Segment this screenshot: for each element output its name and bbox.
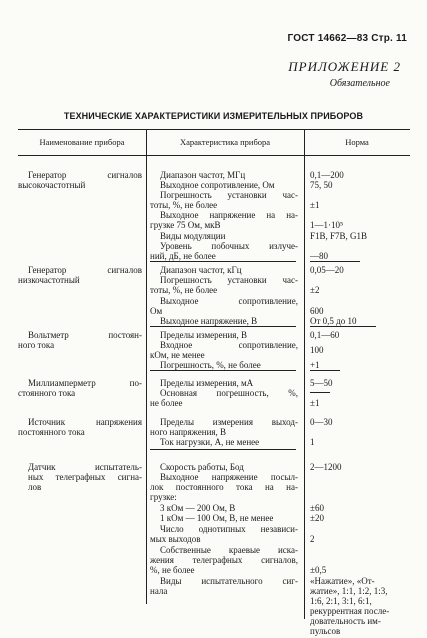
row-norm: 1—1·10⁵ (310, 220, 344, 230)
row-norm: ±2 (310, 285, 320, 295)
row-norm: +1 (310, 360, 320, 370)
row-characteristic: Пределы измерения, В (160, 330, 247, 340)
row-characteristic: Диапазон частот, МГц (160, 170, 246, 180)
row-characteristic: Входное сопротивление, (160, 340, 298, 350)
row-characteristic: ний, дБ, не более (150, 251, 216, 261)
row-characteristic: Пределы измерения выход- (160, 417, 298, 427)
row-norm: довательность им- (310, 616, 381, 626)
row-characteristic: Пределы измерения, мА (160, 378, 254, 388)
table-title: ТЕХНИЧЕСКИЕ ХАРАКТЕРИСТИКИ ИЗМЕРИТЕЛЬНЫХ ПРИБОРОВ (63, 111, 364, 121)
row-norm: ±60 (310, 503, 324, 513)
row-characteristic: 1 кОм — 100 Ом, В, не менее (160, 513, 274, 523)
row-name: лов (28, 482, 42, 492)
row-norm: пульсов (310, 626, 341, 636)
column-divider (146, 129, 147, 604)
row-norm: 600 (310, 306, 324, 316)
row-rule (150, 326, 296, 327)
row-norm: 75, 50 (310, 180, 333, 190)
row-name: стоянного тока (18, 388, 76, 398)
row-name: Генератор сигналов (28, 170, 142, 180)
row-norm: 100 (310, 345, 324, 355)
row-name: Датчик испытатель- (28, 462, 142, 472)
row-rule (310, 370, 340, 371)
row-characteristic: Погрешность установки час- (160, 275, 298, 285)
row-characteristic: грузке: (150, 492, 177, 502)
row-norm: 0,1—60 (310, 330, 340, 340)
row-name: низкочастотный (18, 275, 80, 285)
row-characteristic: ного напряжения, В (150, 427, 227, 437)
row-norm: 2 (310, 534, 315, 544)
row-rule (150, 449, 296, 450)
appendix-title: ПРИЛОЖЕНИЕ 2 (288, 59, 401, 74)
row-norm: 0—30 (310, 417, 333, 427)
row-norm: ±1 (310, 398, 320, 408)
row-characteristic: Выходное напряжение на на- (160, 210, 298, 220)
row-name: ного тока (18, 340, 55, 350)
row-name: Миллиамперметр по- (28, 378, 142, 388)
row-norm: 0,1—200 (310, 170, 344, 180)
row-characteristic: Диапазон частот, кГц (160, 265, 242, 275)
row-characteristic: %, не более (150, 565, 195, 575)
row-characteristic: Виды испытательного сиг- (160, 576, 298, 586)
column-header-characteristic: Характеристика прибора (179, 137, 271, 147)
row-characteristic: Число однотипных независи- (160, 524, 298, 534)
row-name: постоянного тока (18, 427, 85, 437)
row-characteristic: Основная погрешность, %, (160, 388, 298, 398)
row-characteristic: Виды модуляции (160, 231, 226, 241)
row-norm: ±1 (310, 200, 320, 210)
row-name: Источник напряжения (28, 417, 142, 427)
row-characteristic: Выходное напряжение, В (160, 316, 258, 326)
row-characteristic: Собственные краевые иска- (160, 545, 298, 555)
column-divider (304, 129, 305, 619)
table-top-rule (18, 129, 410, 130)
row-characteristic: Погрешность, %, не более (160, 360, 261, 370)
row-characteristic: Ток нагрузки, А, не менее (160, 437, 260, 447)
appendix-subtitle: Обязательное (329, 78, 390, 89)
row-rule (310, 261, 360, 262)
row-characteristic: лок постоянного тока на на- (150, 482, 298, 492)
row-name: Генератор сигналов (28, 265, 142, 275)
row-norm: рекуррентная после- (310, 606, 390, 616)
row-characteristic: Выходное напряжение посыл- (160, 472, 298, 482)
row-rule (150, 370, 296, 371)
row-characteristic: Выходное сопротивление, Ом (160, 180, 275, 190)
column-header-norm: Норма (345, 137, 369, 147)
row-characteristic: не более (150, 398, 183, 408)
row-characteristic: Погрешность установки час- (160, 190, 298, 200)
row-characteristic: грузке 75 Ом, мкВ (150, 220, 221, 230)
row-norm: —80 (310, 251, 328, 261)
row-norm: «Нажатие», «От- (310, 576, 375, 586)
row-norm: ±20 (310, 513, 324, 523)
row-characteristic: мых выходов (150, 534, 201, 544)
row-norm: 5—50 (310, 378, 333, 388)
row-rule (310, 326, 376, 327)
row-characteristic: нала (150, 586, 168, 596)
row-characteristic: Выходное сопротивление, (160, 296, 298, 306)
row-name: Вольтметр постоян- (28, 330, 142, 340)
row-characteristic: тоты, %, не более (150, 200, 218, 210)
row-characteristic: Уровень побочных излуче- (160, 241, 298, 251)
row-rule (310, 392, 330, 393)
row-characteristic: Скорость работы, Бод (160, 462, 244, 472)
page-header: ГОСТ 14662—83 Стр. 11 (287, 33, 407, 44)
row-norm: 1:6, 2:1, 3:1, 6:1, (310, 596, 372, 606)
row-characteristic: жения телеграфных сигналов, (150, 555, 298, 565)
row-characteristic: тоты, %, не более (150, 285, 218, 295)
row-norm: От 0,5 до 10 (310, 316, 357, 326)
row-name: ных телеграфных сигна- (28, 472, 142, 482)
row-norm: ±0,5 (310, 565, 327, 575)
row-characteristic: 3 кОм — 200 Ом, В (160, 503, 236, 513)
row-name: высокочастотный (18, 180, 86, 190)
row-norm: 2—1200 (310, 462, 342, 472)
row-norm: F1B, F7B, G1B (310, 231, 368, 241)
row-norm: жатие», 1:1, 1:2, 1:3, (310, 586, 388, 596)
row-rule (150, 261, 296, 262)
row-characteristic: Ом (150, 306, 163, 316)
table-header-rule (18, 155, 410, 156)
row-norm: 1 (310, 437, 315, 447)
column-header-name: Наименование прибора (39, 137, 125, 147)
row-characteristic: кОм, не менее (150, 350, 205, 360)
row-norm: 0,05—20 (310, 265, 344, 275)
